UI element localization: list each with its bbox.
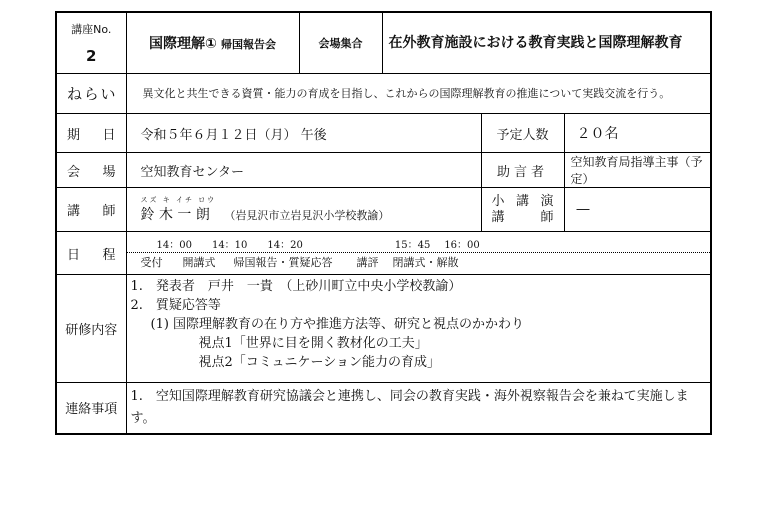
course-title-main: 国際理解① bbox=[149, 36, 217, 52]
venue-label: 会場 bbox=[56, 153, 126, 188]
course-no-cell bbox=[56, 12, 126, 74]
schedule-event: 開講式 bbox=[182, 255, 216, 269]
sub-lecturer-label-1: 小講演 bbox=[491, 193, 554, 209]
schedule-event: 帰国報告・質疑応答 bbox=[233, 255, 333, 269]
content-cell bbox=[126, 275, 711, 383]
sub-lecturer-label bbox=[481, 188, 564, 232]
schedule-cell bbox=[126, 232, 711, 275]
date-value: 令和５年６月１２日（月） 午後 bbox=[126, 114, 481, 153]
schedule-event: 閉講式・解散 bbox=[392, 255, 459, 269]
course-title-sub: 帰国報告会 bbox=[221, 38, 276, 51]
aim-label: ねらい bbox=[56, 74, 126, 114]
advisor-value: 空知教育局指導主事（予定） bbox=[564, 153, 711, 188]
aim-text: 異文化と共生できる資質・能力の育成を目指し、これからの国際理解教育の推進について実践交流を行う。 bbox=[126, 74, 711, 114]
content-line: 1. 発表者 戸井 一貴 （上砂川町立中央小学校教諭） bbox=[130, 279, 462, 294]
schedule-label: 日程 bbox=[56, 232, 126, 275]
course-title-cell bbox=[126, 12, 299, 74]
instructor-row bbox=[56, 188, 711, 232]
capacity-label: 予定人数 bbox=[481, 114, 564, 153]
notes-label: 連絡事項 bbox=[56, 383, 126, 434]
sub-lecturer-value: ― bbox=[564, 188, 711, 232]
instructor-cell bbox=[126, 188, 481, 232]
instructor-ruby: スズ キ イチ ロウ bbox=[140, 195, 217, 204]
schedule-time: 15：45 bbox=[394, 240, 431, 251]
schedule-time: 14：10 bbox=[211, 240, 248, 251]
course-no: 2 bbox=[86, 47, 97, 65]
course-no-label: 講座No. bbox=[71, 23, 112, 36]
venue-row bbox=[56, 153, 711, 188]
course-theme: 在外教育施設における教育実践と国際理解教育 bbox=[382, 12, 711, 74]
content-line: 2. 質疑応答等 bbox=[130, 298, 221, 313]
content-line: (1) 国際理解教育の在り方や推進方法等、研究と視点のかかわり bbox=[150, 317, 525, 332]
sub-lecturer-label-2: 講師 bbox=[491, 209, 554, 225]
schedule-times bbox=[133, 236, 705, 252]
content-line: 視点1「世界に目を開く教材化の工夫」 bbox=[198, 336, 428, 351]
schedule-time: 14：20 bbox=[267, 240, 303, 251]
schedule-event: 講評 bbox=[356, 255, 379, 269]
header-row bbox=[56, 12, 711, 74]
advisor-label: 助言者 bbox=[481, 153, 564, 188]
schedule-time: 14：00 bbox=[156, 240, 192, 251]
content-line: 視点2「コミュニケーション能力の育成」 bbox=[198, 355, 440, 370]
instructor-affiliation: （岩見沢市立岩見沢小学校教諭） bbox=[224, 208, 390, 222]
course-document bbox=[55, 11, 710, 435]
notes-row bbox=[56, 383, 711, 434]
venue-value: 空知教育センター bbox=[126, 153, 481, 188]
date-label: 期日 bbox=[56, 114, 126, 153]
course-table bbox=[55, 11, 712, 435]
instructor-name: 鈴 木 一 朗 bbox=[140, 206, 210, 223]
aim-row bbox=[56, 74, 711, 114]
schedule-events bbox=[133, 253, 705, 271]
schedule-row bbox=[56, 232, 711, 275]
instructor-label: 講師 bbox=[56, 188, 126, 232]
capacity-value: ２０名 bbox=[564, 114, 711, 153]
content-label: 研修内容 bbox=[56, 275, 126, 383]
instructor-name-group bbox=[141, 196, 217, 224]
date-row bbox=[56, 114, 711, 153]
notes-text: 1. 空知国際理解教育研究協議会と連携し、同会の教育実践・海外視察報告会を兼ねて実施します。 bbox=[126, 383, 711, 434]
schedule-time: 16：00 bbox=[444, 240, 480, 251]
course-format: 会場集合 bbox=[299, 12, 382, 74]
schedule-event: 受付 bbox=[140, 255, 163, 269]
content-row bbox=[56, 275, 711, 383]
